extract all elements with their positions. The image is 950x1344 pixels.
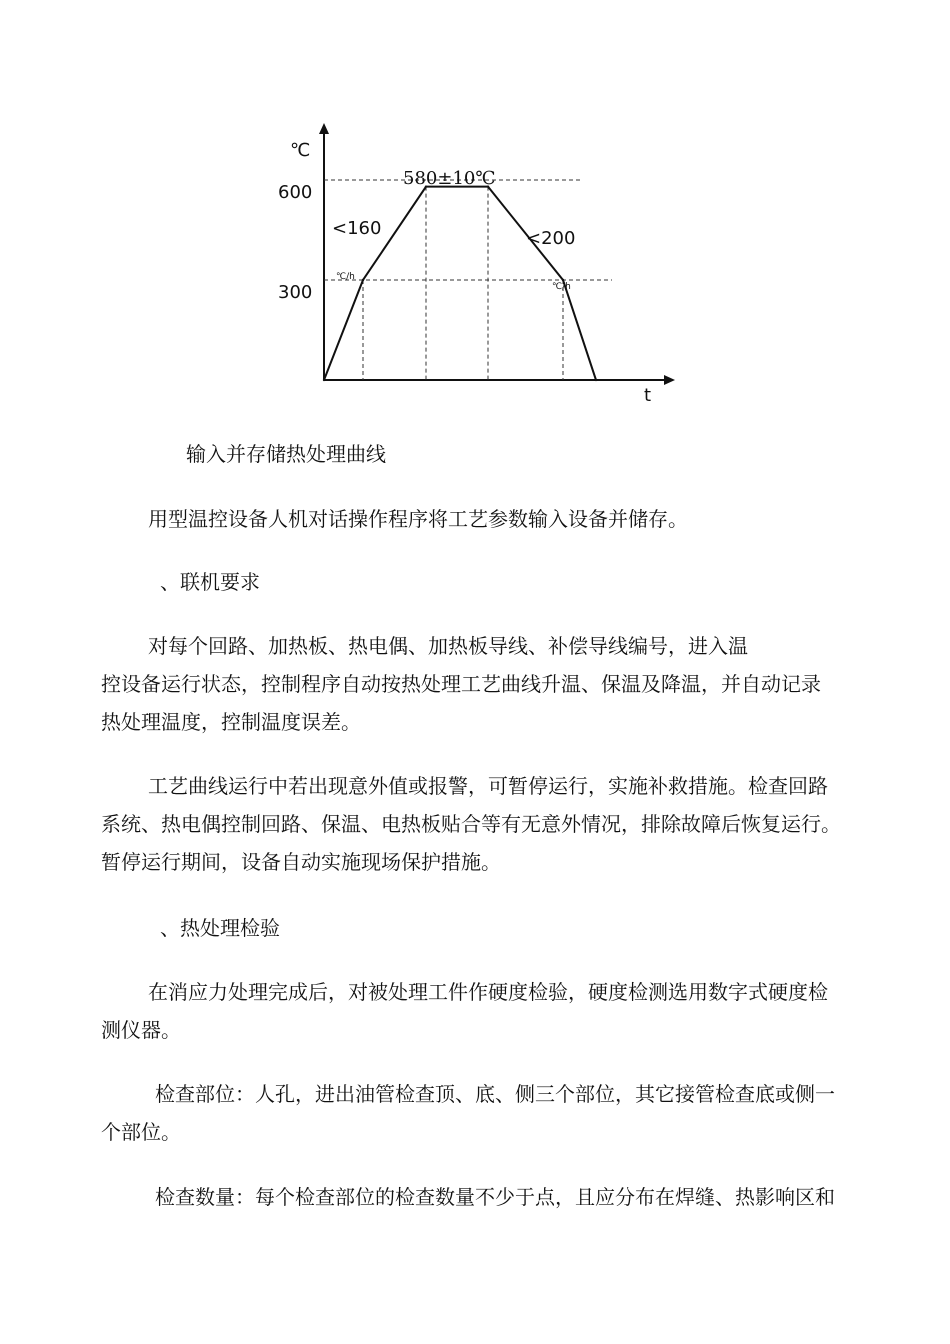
paragraph-2-line-1: 对每个回路、加热板、热电偶、加热板导线、补偿导线编号，进入温: [148, 634, 748, 658]
cooling-rate-unit-mark: ℃/h: [552, 282, 571, 292]
paragraph-4-line-2: 测仪器。: [101, 1018, 181, 1042]
data-point-0: [323, 379, 325, 381]
y-axis-arrow: [319, 123, 329, 134]
paragraph-3-line-1: 工艺曲线运行中若出现意外值或报警，可暂停运行，实施补救措施。检查回路: [148, 774, 828, 798]
figure-caption: 输入并存储热处理曲线: [186, 442, 386, 466]
cooling-rate-annotation: <200: [526, 228, 576, 249]
section-heading-inspection: 、热处理检验: [160, 916, 280, 940]
paragraph-3-line-3: 暂停运行期间，设备自动实施现场保护措施。: [101, 850, 501, 874]
heat-treatment-curve-chart: [270, 120, 690, 415]
x-axis-label: t: [644, 385, 652, 406]
paragraph-2-line-3: 热处理温度，控制温度误差。: [101, 710, 361, 734]
y-axis-label: ℃: [290, 140, 311, 161]
paragraph-5-line-2: 个部位。: [101, 1120, 181, 1144]
heat-treatment-curve-figure: [270, 120, 690, 415]
paragraph-6-line-1: 检查数量：每个检查部位的检查数量不少于点，且应分布在焊缝、热影响区和: [155, 1185, 835, 1209]
chart-axes: [319, 123, 675, 385]
data-point-4: [562, 279, 564, 281]
paragraph-1: 用型温控设备人机对话操作程序将工艺参数输入设备并储存。: [148, 507, 688, 531]
heating-rate-annotation: <160: [332, 218, 382, 239]
y-tick-label-600: 600: [278, 182, 313, 203]
x-axis-arrow: [664, 375, 675, 385]
section-heading-online: 、联机要求: [160, 570, 260, 594]
paragraph-3-line-2: 系统、热电偶控制回路、保温、电热板贴合等有无意外情况，排除故障后恢复运行。: [101, 812, 841, 836]
paragraph-4-line-1: 在消应力处理完成后，对被处理工件作硬度检验，硬度检测选用数字式硬度检: [148, 980, 828, 1004]
paragraph-2-line-2: 控设备运行状态，控制程序自动按热处理工艺曲线升温、保温及降温，并自动记录: [101, 672, 821, 696]
hold-temperature-annotation: 580±10℃: [403, 168, 496, 189]
data-point-1: [362, 279, 364, 281]
heating-rate-unit-mark: ℃/h: [336, 272, 355, 282]
paragraph-5-line-1: 检查部位：人孔，进出油管检查顶、底、侧三个部位，其它接管检查底或侧一: [155, 1082, 835, 1106]
chart-guides: [324, 180, 612, 380]
data-point-5: [595, 379, 597, 381]
y-tick-label-300: 300: [278, 282, 313, 303]
